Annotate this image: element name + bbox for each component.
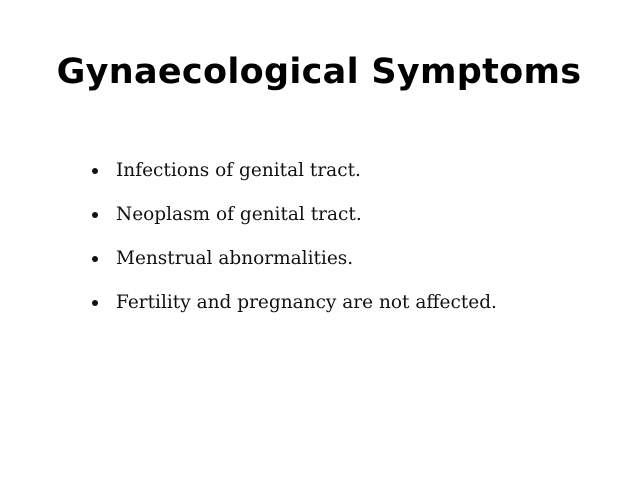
bullet-text: Fertility and pregnancy are not affected. <box>116 292 497 313</box>
bullet-icon <box>92 168 98 174</box>
bullet-icon <box>92 212 98 218</box>
bullet-text: Infections of genital tract. <box>116 160 361 181</box>
bullet-text: Menstrual abnormalities. <box>116 248 354 269</box>
bullet-icon <box>92 256 98 262</box>
slide-title: Gynaecological Symptoms <box>56 52 582 92</box>
bullet-icon <box>92 300 98 306</box>
bullet-text: Neoplasm of genital tract. <box>116 204 362 225</box>
